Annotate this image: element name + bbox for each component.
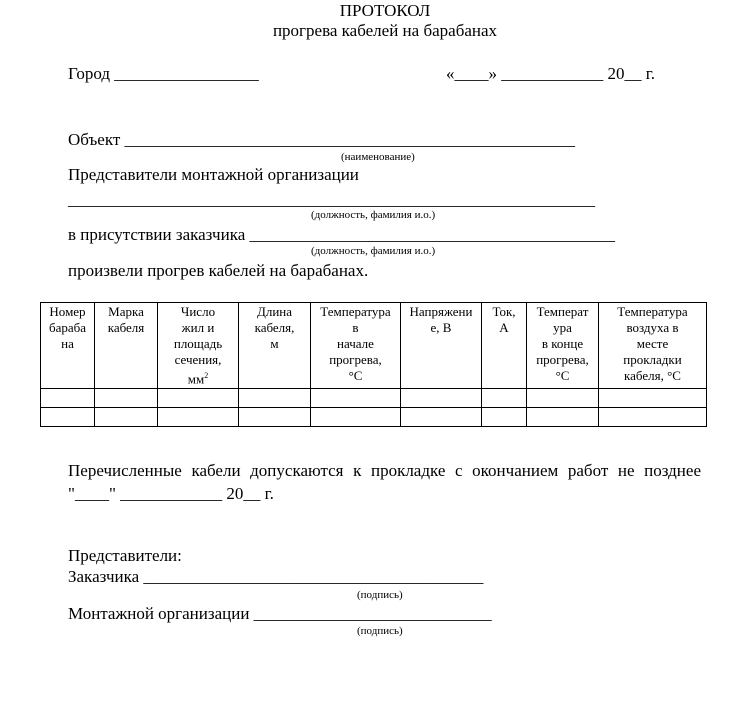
customer-signature: Заказчика ________________________________________ (68, 567, 484, 586)
customer-signature-caption: (подпись) (357, 589, 403, 601)
table-cell (482, 408, 527, 427)
object-field: Объект _____________________________________________________ (68, 130, 576, 149)
table-cell (239, 408, 311, 427)
customer-field: в присутствии заказчика ___________________________________________ (68, 225, 616, 244)
reps-caption: (должность, фамилия и.о.) (311, 209, 436, 221)
table-cell (158, 408, 239, 427)
table-cell (599, 408, 707, 427)
signatures-label: Представители: (68, 546, 182, 565)
table-cell (401, 408, 482, 427)
table-cell (527, 389, 599, 408)
table-cell (401, 389, 482, 408)
document-subtitle: прогрева кабелей на барабанах (272, 21, 498, 40)
reps-label: Представители монтажной организации (68, 165, 359, 184)
customer-caption: (должность, фамилия и.о.) (311, 245, 436, 257)
header-cores-section: Число жил и площадь сечения, $мм^2$ (158, 303, 239, 389)
header-voltage: Напряжени е, В (401, 303, 482, 389)
table-row (41, 408, 707, 427)
header-cable-brand: Марка кабеля (95, 303, 158, 389)
table-header-row (41, 303, 707, 389)
table-cell (311, 408, 401, 427)
table-cell (239, 389, 311, 408)
header-start-temp: Температура в начале прогрева, °С (311, 303, 401, 389)
header-current: Ток, А (482, 303, 527, 389)
performed-text: произвели прогрев кабелей на барабанах. (68, 261, 369, 280)
city-field: Город _________________ (68, 64, 259, 83)
table-cell (158, 389, 239, 408)
object-caption: (наименование) (341, 151, 415, 163)
table-cell (527, 408, 599, 427)
document-title: ПРОТОКОЛ (339, 1, 431, 20)
conclusion-text: Перечисленные кабели допускаются к прокладке с окончанием работ не позднее "____" ____________ 20__ г. (68, 461, 701, 503)
heating-table (40, 302, 707, 427)
table-cell (41, 389, 95, 408)
table-cell (599, 389, 707, 408)
org-signature-caption: (подпись) (357, 625, 403, 637)
table-cell (95, 408, 158, 427)
table-cell (41, 408, 95, 427)
table-cell (95, 389, 158, 408)
header-cable-length: Длина кабеля, м (239, 303, 311, 389)
header-air-temp: Температура воздуха в месте прокладки кабеля, °С (599, 303, 707, 389)
table-cell (311, 389, 401, 408)
header-superscript: 2 (204, 371, 209, 380)
table-row (41, 389, 707, 408)
org-signature: Монтажной организации ____________________________ (68, 604, 492, 623)
table-cell (482, 389, 527, 408)
header-end-temp: Температ ура в конце прогрева, °С (527, 303, 599, 389)
header-drum-number: Номер бараба на (41, 303, 95, 389)
reps-blank: ______________________________________________________________ (68, 190, 595, 209)
date-field: «____» ____________ 20__ г. (446, 64, 656, 83)
